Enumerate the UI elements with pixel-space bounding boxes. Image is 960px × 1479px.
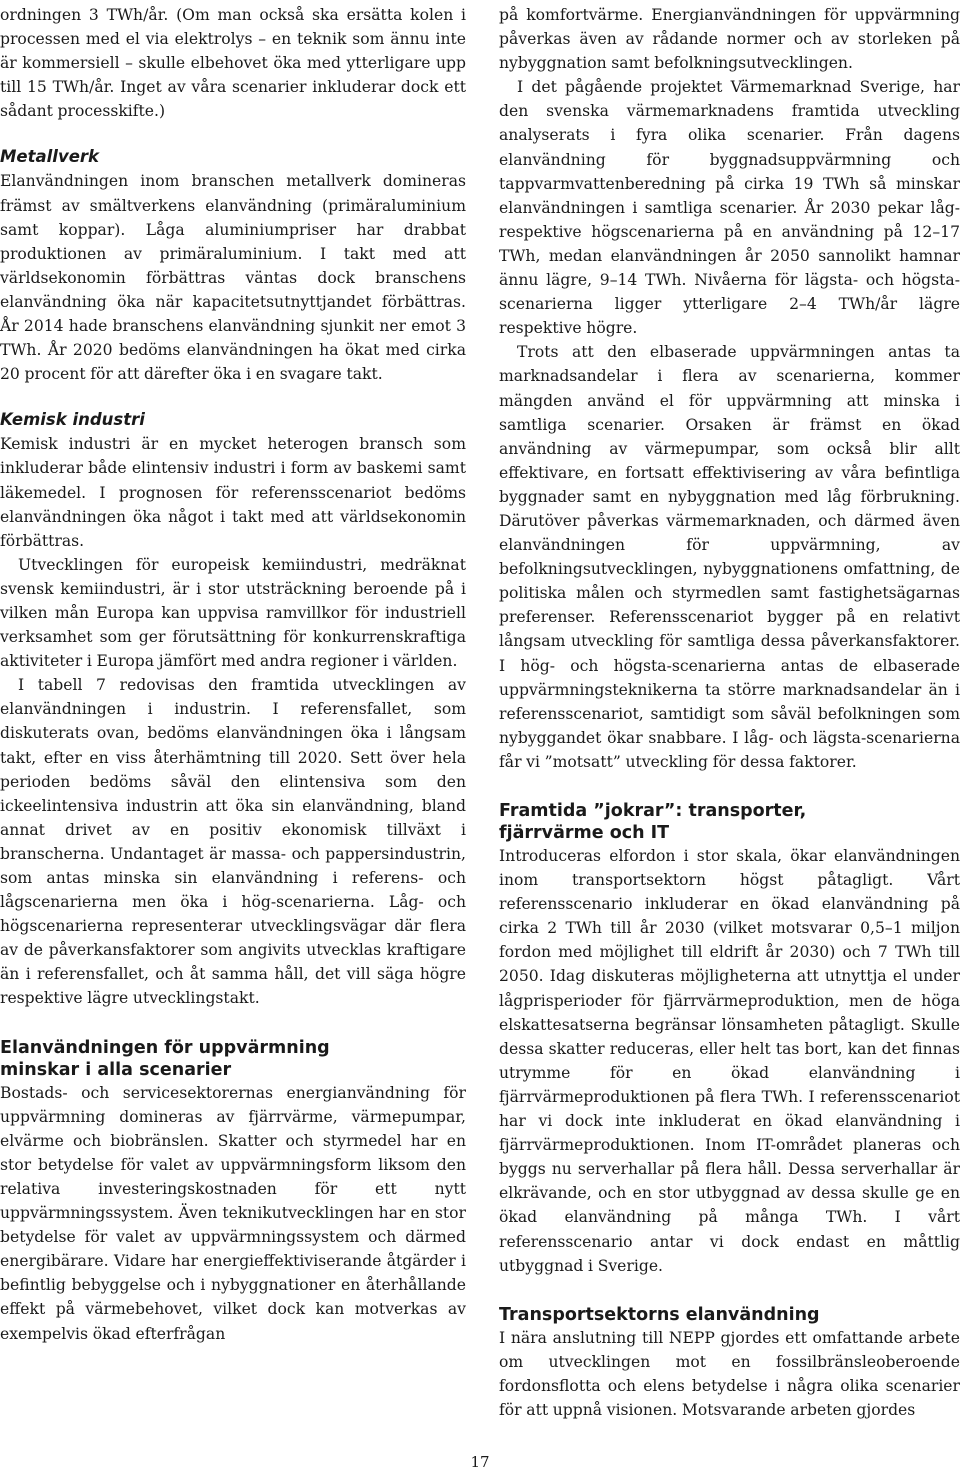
jokrar-heading-line-2: fjärrvärme och IT — [499, 823, 670, 843]
continued-paragraph: på komfortvärme. Energianvändningen för uppvärmning påverkas även av rådande normer och av storleken på nybyggnation samt befolkningsutvecklingen. — [499, 6, 960, 73]
uppvarmning-heading-line-1: Elanvändningen för uppvärmning — [0, 1037, 330, 1058]
varmemarknad-paragraph: I det pågående projektet Värmemarknad Sverige, har den svenska värmemarknadens framtida utveckling analyserats i fyra olika scenarier. Från dagens elanvändning för byggnadsuppvärmning och tappvarmvattenberedning på cirka 19 TWh så minskar elanvändningen i samtliga scenarier. År 2030 pekar låg- respektive högscenarierna på en användning på 12–17 TWh, medan elanvändningen år 2050 sannolikt hamnar ännu lägre, 9–14 TWh. Nivåerna för lägsta- och högsta-scenarierna ligger ytterligare 2–4 TWh/år lägre respektive högre. — [499, 78, 960, 338]
transport-paragraph: I nära anslutning till NEPP gjordes ett omfattande arbete om utvecklingen mot en fossilbränsleoberoende fordonsflotta och elens betydelse i några olika scenarier för att uppnå visionen. Motsvarande arbeten gjordes — [499, 1328, 960, 1419]
right-column — [499, 3, 960, 1422]
jokrar-heading-line-1: Framtida ”jokrar”: transporter, — [499, 801, 807, 821]
left-column — [0, 3, 466, 1346]
uppvarmning-heading-line-2: minskar i alla scenarier — [0, 1059, 232, 1080]
uppvarmning-heading — [0, 1037, 466, 1081]
page-number: 17 — [470, 1453, 490, 1471]
intro-paragraph: ordningen 3 TWh/år. (Om man också ska ersätta kolen i processen med el via elektrolys – en teknik som ännu inte är kommersiell – skulle elbehovet öka med ytterligare upp till 15 TWh/år. Inget av våra scenarier inkluderar dock ett sådant processkifte.) — [0, 6, 466, 121]
uppvarmning-paragraph: Bostads- och servicesektorernas energianvändning för uppvärmning domineras av fjärrvärme, värmepumpar, elvärme och biobränslen. Skatter och styrmedel har en stor betydelse för valet av uppvärmningsform liksom den relativa investeringskostnaden för ett nytt uppvärmningssystem. Även teknikutvecklingen har en stor betydelse för valet av uppvärmningssystem och därmed energibärare. Vidare har energieffektiviserande åtgärder i befintlig bebyggelse och i nybyggnationer en återhållande effekt på värmebehovet, vilket dock kan motverkas av exempelvis ökad efterfrågan — [0, 1083, 466, 1343]
trots-paragraph: Trots att den elbaserade uppvärmningen antas ta marknadsandelar i flera av scenarierna, kommer mängden använd el för uppvärmning att minska i samtliga scenarier. Orsaken är främst en ökad användning av värmepumpar, som också blir allt effektivare, en fortsatt effektivisering av våra befintliga byggnader samt en nybyggnation med låg förbrukning. Därutöver påverkas värmemarknaden, och därmed även elanvändningen för uppvärmning, av befolkningsutvecklingen, nybyggnationens omfattning, de politiska målen och styrmedlen samt fastighetsägarnas preferenser. Referensscenariot bygger på en relativt långsam utveckling för samtliga dessa påverkansfaktorer. I hög- och högsta-scenarierna antas de elbaserade uppvärmningsteknikerna ta större marknadsandelar än i referensscenariot, samtidigt som såväl befolkningen som nybyggandet ökar snabbare. I låg- och lägsta-scenarierna får vi ”motsatt” utveckling för dessa faktorer. — [499, 343, 960, 771]
transportsektorn-heading: Transportsektorns elanvändning — [499, 1304, 820, 1325]
metallverk-heading: Metallverk — [0, 147, 99, 167]
kemisk-paragraph-3: I tabell 7 redovisas den framtida utvecklingen av elanvändningen i industrin. I referensfallet, som diskuterats ovan, bedöms elanvändningen öka i långsam takt, efter en viss återhämtning till 2020. Sett över hela perioden bedöms såväl den elintensiva som den ickeelintensiva industrin att öka sin elanvändning, bland annat drivet av en positiv ekonomisk tillväxt i branscherna. Undantaget är massa- och pappersindustrin, som antas minska sin elanvändning i referens- och lågscenarierna men öka i hög-scenarierna. Låg- och högscenarierna representerar utvecklingsvägar där flera av de påverkansfaktorer som angivits utvecklas kraftigare än i referensfallet, och åt samma håll, det vill säga högre respektive lägre utvecklingstakt. — [0, 676, 466, 1008]
metallverk-paragraph: Elanvändningen inom branschen metallverk domineras främst av smältverkens elanvändning (primäraluminium samt koppar). Låga aluminiumpriser har drabbat produktionen av primäraluminium. I takt med att världsekonomin förbättras väntas dock branschens elanvändning öka när kapacitetsutnyttjandet förbättras. År 2014 hade branschens elanvändning sjunkit ner emot 3 TWh. År 2020 bedöms elanvändningen ha ökat med cirka 20 procent för att därefter öka i en svagare takt. — [0, 172, 466, 384]
jokrar-heading — [499, 800, 960, 844]
jokrar-paragraph: Introduceras elfordon i stor skala, ökar elanvändningen inom transportsektorn högst påtagligt. Vårt referensscenario inkluderar en ökad elanvändning på cirka 2 TWh till år 2030 (vilket motsvarar 0,5–1 miljon fordon med möjlighet till eldrift år 2030) och 7 TWh till 2050. Idag diskuteras möjligheterna att utnyttja el under lågprisperioder för fjärrvärmeproduktion, men de höga elskattesatserna begränsar lönsamheten påtagligt. Skulle dessa skatter reduceras, eller helt tas bort, kan det finnas utrymme för en ökad elanvändning i fjärrvärmeproduktionen på flera TWh. I referensscenariot har vi dock inte inkluderat en ökad elanvändning i fjärrvärmeproduktionen. Inom IT-området planeras och byggs nu serverhallar på flera håll. Dessa serverhallar är elkrävande, och en stor utbyggnad av dessa skulle ge en ökad elanvändning på många TWh. I vårt referensscenario antar vi dock endast en måttlig utbyggnad i Sverige. — [499, 847, 960, 1275]
kemisk-paragraph-2: Utvecklingen för europeisk kemiindustri, medräknat svensk kemiindustri, är i stor utsträckning beroende på i vilken mån Europa kan uppvisa ramvillkor för industriell verksamhet som ger förutsättning för konkurrenskraftiga aktiviteter i Europa jämfört med andra regioner i världen. — [0, 555, 466, 671]
kemisk-paragraph-1: Kemisk industri är en mycket heterogen bransch som inkluderar både elintensiv industri i form av baskemi samt läkemedel. I prognosen för referensscenariot bedöms elanvändningen öka något i takt med att världsekonomin förbättras. — [0, 435, 466, 550]
kemisk-industri-heading: Kemisk industri — [0, 410, 145, 430]
